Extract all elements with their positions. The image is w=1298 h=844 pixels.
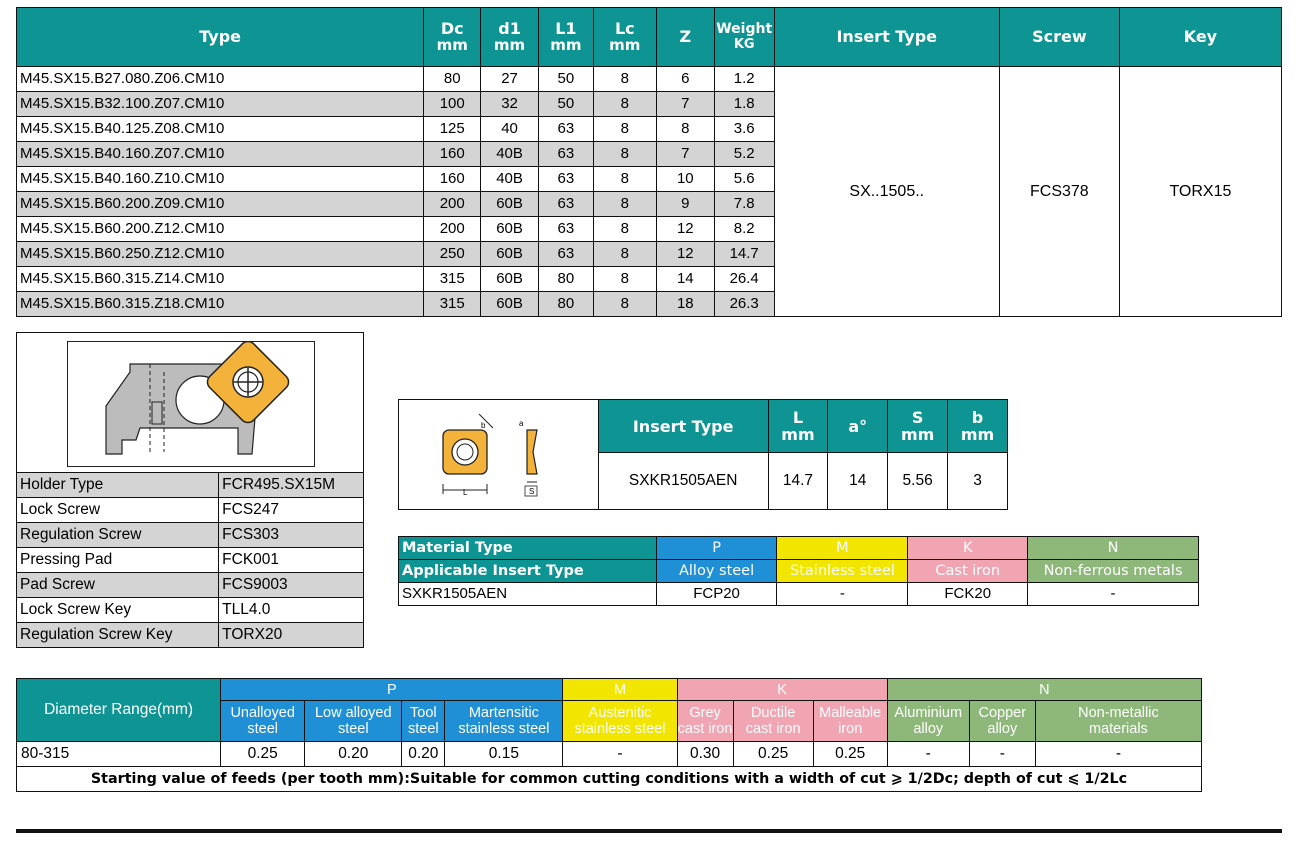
feed-material-cell <box>677 701 733 742</box>
holder-part-value: FCR495.SX15M <box>219 473 364 498</box>
row-dc: 250 <box>424 242 481 267</box>
feed-group-n: N <box>887 679 1201 701</box>
row-d1: 60B <box>481 192 539 217</box>
grade-m: - <box>777 583 908 606</box>
feed-material-line2: steel <box>408 721 439 737</box>
row-l1: 50 <box>539 92 594 117</box>
feed-material-line1: Copper <box>978 705 1027 721</box>
row-weight: 3.6 <box>714 117 774 142</box>
feed-group-k: K <box>677 679 887 701</box>
row-lc: 8 <box>593 267 656 292</box>
row-weight: 5.2 <box>714 142 774 167</box>
material-grade-table <box>398 536 1199 606</box>
insert-s-value: 5.56 <box>888 453 948 510</box>
group-k: K <box>908 537 1028 560</box>
row-weight: 26.3 <box>714 292 774 317</box>
row-d1: 60B <box>481 292 539 317</box>
feed-value: - <box>1035 742 1201 767</box>
row-l1: 63 <box>539 192 594 217</box>
feed-material-cell <box>221 701 305 742</box>
feed-material-line1: Unalloyed <box>230 705 295 721</box>
diameter-range-label: Diameter Range(mm) <box>17 679 221 742</box>
row-weight: 8.2 <box>714 217 774 242</box>
col-l1: L1 mm <box>539 8 594 67</box>
feed-material-cell <box>305 701 402 742</box>
row-type: M45.SX15.B60.315.Z18.CM10 <box>17 292 424 317</box>
insert-col-s: S mm <box>888 400 948 453</box>
dim-l-label: L <box>463 488 468 497</box>
holder-parts-table <box>16 472 364 648</box>
row-z: 9 <box>656 192 714 217</box>
holder-part-row <box>17 623 364 648</box>
col-z: Z <box>656 8 714 67</box>
row-l1: 63 <box>539 142 594 167</box>
feed-material-cell <box>1035 701 1201 742</box>
feed-material-cell <box>887 701 969 742</box>
feed-rate-table <box>16 678 1202 792</box>
row-type: M45.SX15.B40.160.Z07.CM10 <box>17 142 424 167</box>
feed-value: 0.20 <box>402 742 445 767</box>
holder-illustration <box>68 342 314 466</box>
row-lc: 8 <box>593 217 656 242</box>
row-dc: 80 <box>424 67 481 92</box>
feed-material-cell <box>813 701 887 742</box>
feed-material-line1: Non-metallic <box>1078 705 1159 721</box>
holder-diagram-box <box>16 332 364 474</box>
insert-code: SXKR1505AEN <box>598 453 768 510</box>
row-z: 7 <box>656 92 714 117</box>
col-weight: Weight KG <box>714 8 774 67</box>
row-weight: 5.6 <box>714 167 774 192</box>
feed-material-line2: stainless steel <box>458 721 550 737</box>
holder-part-label: Pressing Pad <box>17 548 219 573</box>
row-dc: 100 <box>424 92 481 117</box>
holder-part-row <box>17 473 364 498</box>
feed-note: Starting value of feeds (per tooth mm):Suitable for common cutting conditions with a width of cut ⩾ 1/2Dc; depth of cut ⩽ 1/2Lc <box>17 767 1202 792</box>
feed-value: 0.15 <box>445 742 563 767</box>
insert-col-type: Insert Type <box>598 400 768 453</box>
screw-value: FCS378 <box>999 67 1119 317</box>
row-dc: 160 <box>424 142 481 167</box>
feed-material-cell <box>402 701 445 742</box>
row-dc: 125 <box>424 117 481 142</box>
holder-part-row <box>17 573 364 598</box>
feed-material-line1: Tool <box>410 705 437 721</box>
feed-material-line1: Ductile <box>750 705 796 721</box>
feed-material-cell <box>969 701 1035 742</box>
row-d1: 40 <box>481 117 539 142</box>
row-lc: 8 <box>593 167 656 192</box>
insert-diagram-cell <box>399 400 599 510</box>
feed-group-p: P <box>221 679 563 701</box>
row-type: M45.SX15.B60.315.Z14.CM10 <box>17 267 424 292</box>
applicable-row <box>399 560 1199 583</box>
insert-b-value: 3 <box>948 453 1008 510</box>
feed-diameter-value: 80-315 <box>17 742 221 767</box>
feed-material-line2: alloy <box>987 721 1018 737</box>
holder-drawing <box>67 341 315 467</box>
row-d1: 40B <box>481 167 539 192</box>
feed-value: 0.25 <box>813 742 887 767</box>
row-type: M45.SX15.B32.100.Z07.CM10 <box>17 92 424 117</box>
group-m-name: Stainless steel <box>777 560 908 583</box>
group-n: N <box>1028 537 1199 560</box>
row-l1: 80 <box>539 267 594 292</box>
row-l1: 63 <box>539 217 594 242</box>
row-type: M45.SX15.B60.200.Z09.CM10 <box>17 192 424 217</box>
row-lc: 8 <box>593 67 656 92</box>
col-d1: d1 mm <box>481 8 539 67</box>
row-dc: 315 <box>424 267 481 292</box>
row-type: M45.SX15.B27.080.Z06.CM10 <box>17 67 424 92</box>
row-l1: 63 <box>539 167 594 192</box>
holder-part-value: FCS9003 <box>219 573 364 598</box>
feed-material-line2: cast iron <box>745 721 801 737</box>
feed-material-line1: Martensitic <box>468 705 539 721</box>
feed-note-row <box>17 767 1202 792</box>
row-lc: 8 <box>593 292 656 317</box>
row-l1: 63 <box>539 242 594 267</box>
feed-material-line2: iron <box>838 721 863 737</box>
holder-part-value: TORX20 <box>219 623 364 648</box>
row-z: 7 <box>656 142 714 167</box>
feed-value: 0.20 <box>305 742 402 767</box>
feed-material-line1: Malleable <box>819 705 882 721</box>
row-weight: 7.8 <box>714 192 774 217</box>
insert-col-a: a° <box>828 400 888 453</box>
grade-insert-code: SXKR1505AEN <box>399 583 657 606</box>
row-d1: 40B <box>481 142 539 167</box>
cutter-spec-table <box>16 7 1282 317</box>
feed-material-line2: cast iron <box>677 721 733 737</box>
row-z: 10 <box>656 167 714 192</box>
row-dc: 160 <box>424 167 481 192</box>
grade-row <box>399 583 1199 606</box>
row-d1: 60B <box>481 242 539 267</box>
feed-material-line1: Aluminium <box>894 705 963 721</box>
insert-spec-table <box>398 399 1008 510</box>
feed-material-line1: Low alloyed <box>314 705 392 721</box>
insert-col-b: b mm <box>948 400 1008 453</box>
holder-part-value: TLL4.0 <box>219 598 364 623</box>
row-lc: 8 <box>593 242 656 267</box>
feed-material-line2: materials <box>1088 721 1148 737</box>
row-weight: 26.4 <box>714 267 774 292</box>
row-d1: 32 <box>481 92 539 117</box>
feed-material-line2: steel <box>247 721 279 737</box>
insert-header-row <box>399 400 1008 453</box>
row-lc: 8 <box>593 192 656 217</box>
row-d1: 27 <box>481 67 539 92</box>
insert-type-value: SX..1505.. <box>774 67 999 317</box>
spec-row <box>17 67 1282 92</box>
feed-value: 0.25 <box>733 742 813 767</box>
row-lc: 8 <box>593 142 656 167</box>
holder-part-row <box>17 523 364 548</box>
holder-part-row <box>17 548 364 573</box>
group-p-name: Alloy steel <box>656 560 777 583</box>
holder-part-label: Lock Screw <box>17 498 219 523</box>
feed-group-row <box>17 679 1202 701</box>
row-type: M45.SX15.B40.125.Z08.CM10 <box>17 117 424 142</box>
feed-value-row <box>17 742 1202 767</box>
holder-part-label: Regulation Screw Key <box>17 623 219 648</box>
group-k-name: Cast iron <box>908 560 1028 583</box>
insert-l-value: 14.7 <box>768 453 828 510</box>
holder-part-value: FCS247 <box>219 498 364 523</box>
row-z: 6 <box>656 67 714 92</box>
col-type: Type <box>17 8 424 67</box>
col-key: Key <box>1119 8 1281 67</box>
holder-part-row <box>17 498 364 523</box>
insert-a-value: 14 <box>828 453 888 510</box>
feed-group-m: M <box>563 679 677 701</box>
applicable-label: Applicable Insert Type <box>399 560 657 583</box>
bottom-rule <box>16 829 1282 833</box>
feed-value: - <box>969 742 1035 767</box>
feed-value: 0.25 <box>221 742 305 767</box>
insert-illustration <box>423 404 573 500</box>
col-insert-type: Insert Type <box>774 8 999 67</box>
grade-n: - <box>1028 583 1199 606</box>
feed-material-line2: alloy <box>913 721 944 737</box>
row-z: 18 <box>656 292 714 317</box>
feed-value: 0.30 <box>677 742 733 767</box>
material-type-row <box>399 537 1199 560</box>
group-p: P <box>656 537 777 560</box>
material-type-label: Material Type <box>399 537 657 560</box>
feed-material-line1: Austenitic <box>588 705 652 721</box>
row-l1: 50 <box>539 67 594 92</box>
feed-value: - <box>563 742 677 767</box>
feed-value: - <box>887 742 969 767</box>
dim-b-label: b <box>481 421 486 430</box>
row-z: 8 <box>656 117 714 142</box>
row-lc: 8 <box>593 117 656 142</box>
feed-material-line2: steel <box>337 721 369 737</box>
feed-material-line1: Grey <box>689 705 721 721</box>
row-dc: 200 <box>424 217 481 242</box>
group-n-name: Non-ferrous metals <box>1028 560 1199 583</box>
row-type: M45.SX15.B60.200.Z12.CM10 <box>17 217 424 242</box>
row-z: 12 <box>656 217 714 242</box>
row-z: 14 <box>656 267 714 292</box>
col-lc: Lc mm <box>593 8 656 67</box>
dim-a-label: a <box>519 419 524 428</box>
row-weight: 1.8 <box>714 92 774 117</box>
row-l1: 80 <box>539 292 594 317</box>
grade-k: FCK20 <box>908 583 1028 606</box>
row-dc: 315 <box>424 292 481 317</box>
holder-part-label: Holder Type <box>17 473 219 498</box>
row-weight: 14.7 <box>714 242 774 267</box>
dim-s-label: S <box>529 487 535 496</box>
feed-material-cell <box>563 701 677 742</box>
row-type: M45.SX15.B40.160.Z10.CM10 <box>17 167 424 192</box>
row-z: 12 <box>656 242 714 267</box>
feed-material-cell <box>733 701 813 742</box>
feed-material-line2: stainless steel <box>574 721 666 737</box>
group-m: M <box>777 537 908 560</box>
row-lc: 8 <box>593 92 656 117</box>
row-weight: 1.2 <box>714 67 774 92</box>
row-d1: 60B <box>481 267 539 292</box>
holder-part-label: Regulation Screw <box>17 523 219 548</box>
holder-part-value: FCK001 <box>219 548 364 573</box>
holder-part-value: FCS303 <box>219 523 364 548</box>
col-dc: Dc mm <box>424 8 481 67</box>
row-d1: 60B <box>481 217 539 242</box>
feed-material-cell <box>445 701 563 742</box>
insert-col-l: L mm <box>768 400 828 453</box>
row-type: M45.SX15.B60.250.Z12.CM10 <box>17 242 424 267</box>
col-screw: Screw <box>999 8 1119 67</box>
row-l1: 63 <box>539 117 594 142</box>
holder-part-label: Lock Screw Key <box>17 598 219 623</box>
spec-header-row <box>17 8 1282 67</box>
row-dc: 200 <box>424 192 481 217</box>
holder-part-label: Pad Screw <box>17 573 219 598</box>
grade-p: FCP20 <box>656 583 777 606</box>
holder-part-row <box>17 598 364 623</box>
key-value: TORX15 <box>1119 67 1281 317</box>
